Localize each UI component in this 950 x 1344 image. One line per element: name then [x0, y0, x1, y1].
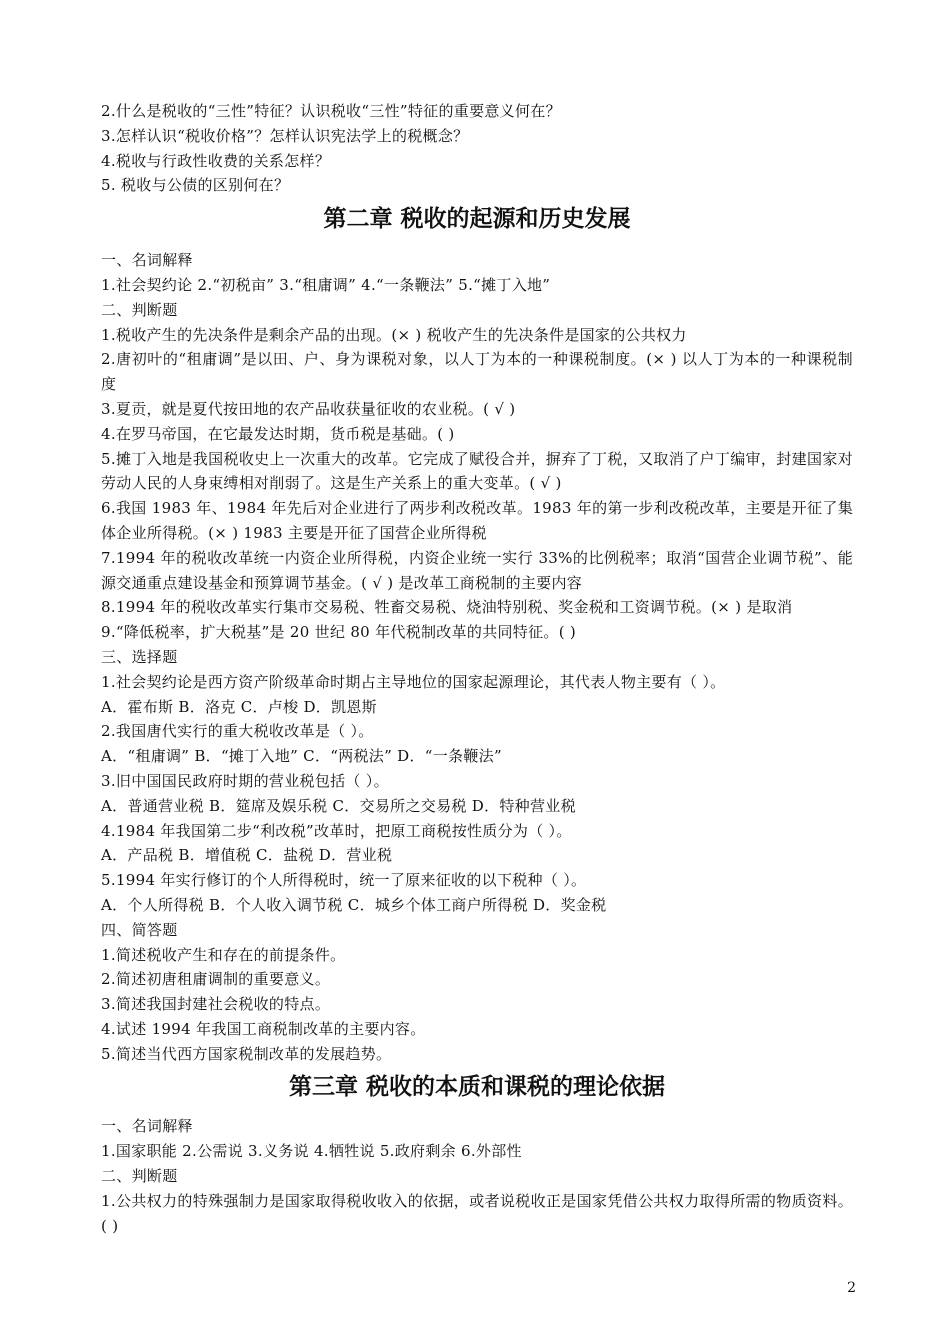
question-line: 3.怎样认识“税收价格”？怎样认识宪法学上的税概念？ [101, 126, 469, 145]
judgment-item: 6.我国 1983 年、1984 年先后对企业进行了两步利改税改革。1983 年的第一步利改税改革，主要是开征了集体企业所得税。(× ) 1983 主要是开征了国营企业所得税 [101, 499, 853, 542]
short-answer-item: 2.简述初唐租庸调制的重要意义。 [101, 970, 331, 989]
choice-question: 1.社会契约论是西方资产阶级革命时期占主导地位的国家起源理论，其代表人物主要有（ ）。 [101, 672, 726, 691]
choice-options: A．产品税 B．增值税 C．盐税 D．营业税 [101, 846, 393, 865]
question-line: 2.什么是税收的“三性”特征？认识税收“三性”特征的重要意义何在？ [101, 102, 561, 120]
section-title: 二、判断题 [101, 1167, 178, 1186]
short-answer-item: 3.简述我国封建社会税收的特点。 [101, 995, 331, 1014]
section-title: 一、名词解释 [101, 251, 193, 270]
question-line: 5. 税收与公债的区别何在？ [101, 176, 290, 195]
terms-list: 1.社会契约论 2.“初税亩” 3.“租庸调” 4.“一条鞭法” 5.“摊丁入地” [101, 275, 551, 294]
choice-options: A．普通营业税 B．筵席及娱乐税 C．交易所之交易税 D．特种营业税 [101, 796, 576, 815]
section-title: 二、判断题 [101, 300, 178, 319]
question-line: 4.税收与行政性收费的关系怎样？ [101, 151, 331, 170]
choice-question: 3.旧中国国民政府时期的营业税包括（ ）。 [101, 771, 389, 790]
judgment-item: 7.1994 年的税收改革统一内资企业所得税，内资企业统一实行 33%的比例税率；取消“国营企业调节税”、能源交通重点建设基金和预算调节基金。( √ ) 是改革工商税制的主要内容 [101, 548, 853, 592]
section-title: 四、简答题 [101, 920, 178, 939]
document-page [101, 99, 853, 1238]
judgment-item: 1.税收产生的先决条件是剩余产品的出现。(× ) 税收产生的先决条件是国家的公共权力 [101, 325, 687, 344]
choice-options: A．个人所得税 B．个人收入调节税 C．城乡个体工商户所得税 D．奖金税 [101, 895, 607, 914]
judgment-item: 3.夏贡，就是夏代按田地的农产品收获量征收的农业税。( √ ) [101, 399, 516, 418]
chapter-title: 第三章 税收的本质和课税的理论依据 [288, 1074, 665, 1101]
choice-question: 2.我国唐代实行的重大税收改革是（ ）。 [101, 722, 374, 741]
chapter-title: 第二章 税收的起源和历史发展 [323, 206, 631, 233]
short-answer-item: 1.简述税收产生和存在的前提条件。 [101, 945, 346, 964]
choice-options: A．“租庸调” B．“摊丁入地” C．“两税法” D．“一条鞭法” [101, 747, 502, 766]
section-title: 一、名词解释 [101, 1117, 193, 1136]
choice-question: 4.1984 年我国第二步“利改税”改革时，把原工商税按性质分为（ ）。 [101, 821, 572, 840]
judgment-item: 4.在罗马帝国，在它最发达时期，货币税是基础。( ) [101, 424, 455, 443]
judgment-item: 1.公共权力的特殊强制力是国家取得税收收入的依据，或者说税收正是国家凭借公共权力取得所需的物质资料。( ) [101, 1191, 853, 1235]
judgment-item: 5.摊丁入地是我国税收史上一次重大的改革。它完成了赋役合并，摒弃了丁税，又取消了户丁编审，封建国家对劳动人民的人身束缚相对削弱了。这是生产关系上的重大变革。( √ ) [101, 449, 853, 493]
terms-list: 1.国家职能 2.公需说 3.义务说 4.牺牲说 5.政府剩余 6.外部性 [101, 1142, 522, 1161]
choice-options: A．霍布斯 B．洛克 C．卢梭 D．凯恩斯 [101, 697, 377, 716]
choice-question: 5.1994 年实行修订的个人所得税时，统一了原来征收的以下税种（ ）。 [101, 871, 587, 890]
page-number: 2 [847, 1280, 856, 1296]
section-title: 三、选择题 [101, 647, 178, 666]
judgment-item: 9.“降低税率，扩大税基”是 20 世纪 80 年代税制改革的共同特征。( ) [101, 623, 577, 642]
judgment-item: 2.唐初叶的“租庸调”是以田、户、身为课税对象，以人丁为本的一种课税制度。(× ) 以人丁为本的一种课税制度 [101, 350, 853, 394]
short-answer-item: 4.试述 1994 年我国工商税制改革的主要内容。 [101, 1019, 426, 1038]
short-answer-item: 5.简述当代西方国家税制改革的发展趋势。 [101, 1044, 392, 1063]
judgment-item: 8.1994 年的税收改革实行集市交易税、牲畜交易税、烧油特别税、奖金税和工资调节税。(× ) 是取消 [101, 598, 793, 617]
